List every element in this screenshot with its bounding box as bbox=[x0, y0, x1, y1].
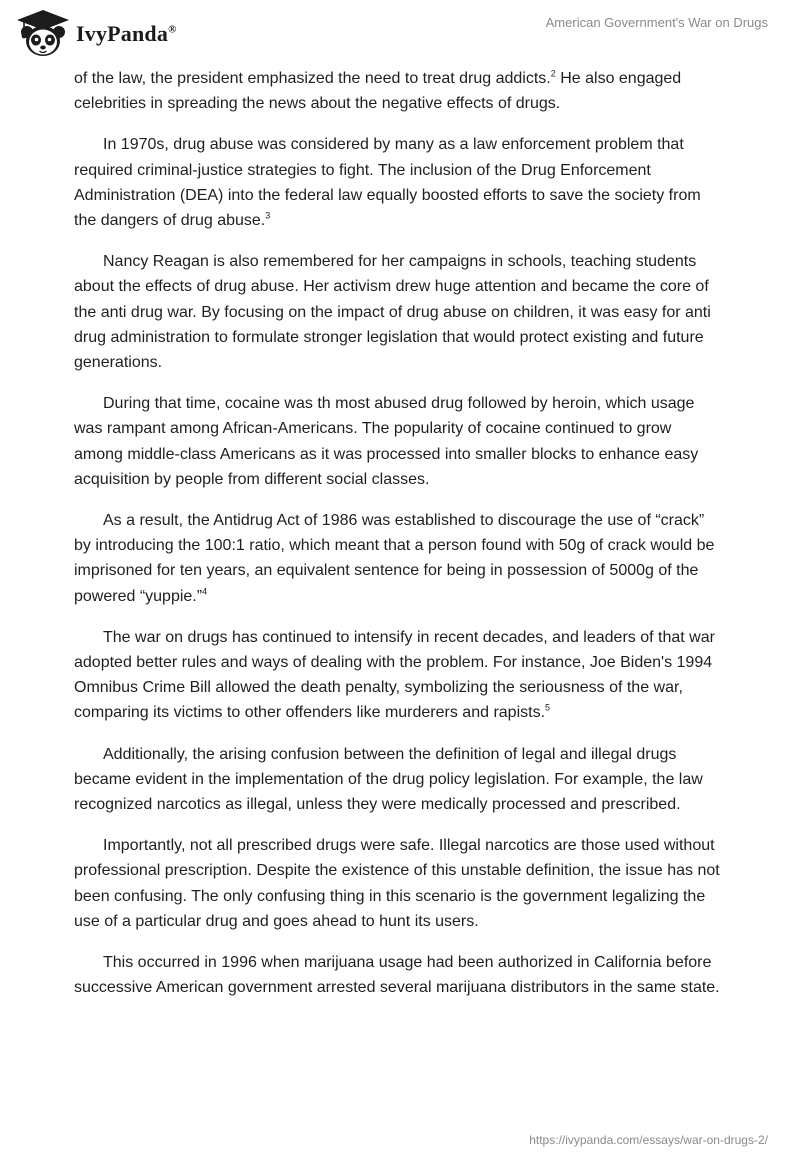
registered-mark: ® bbox=[168, 23, 177, 36]
paragraph: Additionally, the arising confusion between the definition of legal and illegal drugs became evident in the implementation of the drug policy legislation. For example, the law recognized narcotics as illegal, unless they were medically processed and prescribed. bbox=[74, 745, 703, 814]
footnote-ref[interactable]: 3 bbox=[265, 210, 271, 221]
source-url-link[interactable]: https://ivypanda.com/essays/war-on-drugs-2/ bbox=[529, 1133, 768, 1147]
essay-body bbox=[74, 66, 724, 1017]
paragraph: This occurred in 1996 when marijuana usage had been authorized in California before successive American government arrested several marijuana distributors in the same state. bbox=[74, 954, 720, 997]
footnote-ref[interactable]: 5 bbox=[545, 703, 551, 714]
footnote-ref[interactable]: 2 bbox=[550, 68, 556, 79]
brand-name: IvyPanda® bbox=[76, 21, 177, 46]
paragraph: of the law, the president emphasized the need to treat drug addicts.$^2$ He also engaged celebrities in spreading the news about the negative effects of drugs. bbox=[74, 68, 682, 113]
paragraph: In 1970s, drug abuse was considered by many as a law enforcement problem that required criminal-justice strategies to fight. The inclusion of the Drug Enforcement Administration (DEA) into the federal law equally boosted efforts to save the society from the dangers of drug abuse.$^3$ bbox=[74, 136, 701, 230]
panda-graduate-icon bbox=[14, 8, 72, 60]
paragraph: During that time, cocaine was th most abused drug followed by heroin, which usage was rampant among African-Americans. The popularity of cocaine continued to grow among middle-class Americans as it was processed into smaller blocks to enhance easy acquisition by people from different social classes. bbox=[74, 395, 699, 488]
paragraph: Importantly, not all prescribed drugs were safe. Illegal narcotics are those used without professional prescription. Despite the existence of this unstable definition, the issue has not been confusing. The only confusing thing in this scenario is the government legalizing the use of a particular drug and goes ahead to hunt its users. bbox=[74, 837, 720, 930]
footnote-ref[interactable]: 4 bbox=[202, 586, 208, 597]
paragraph: The war on drugs has continued to intensify in recent decades, and leaders of that war adopted better rules and ways of dealing with the problem. For instance, Joe Biden's 1994 Omnibus Crime Bill allowed the death penalty, symbolizing the seriousness of the war, comparing its victims to other offenders like murderers and rapists.$^5$ bbox=[74, 628, 715, 722]
document-title: American Government's War on Drugs bbox=[545, 15, 768, 30]
page-header bbox=[0, 0, 800, 70]
paragraph: As a result, the Antidrug Act of 1986 was established to discourage the use of “crack” by introducing the 100:1 ratio, which meant that a person found with 50g of crack would be imprisoned for ten years, an equivalent sentence for being in possession of 5000g of the powered “yuppie.”$^4$ bbox=[74, 512, 715, 605]
paragraph: Nancy Reagan is also remembered for her campaigns in schools, teaching students about the effects of drug abuse. Her activism drew huge attention and became the core of the anti drug war. By focusing on the impact of drug abuse on children, it was easy for anti drug administration to formulate stronger legislation that would protect existing and future generations. bbox=[74, 253, 711, 372]
ivypanda-logo[interactable] bbox=[14, 8, 177, 60]
